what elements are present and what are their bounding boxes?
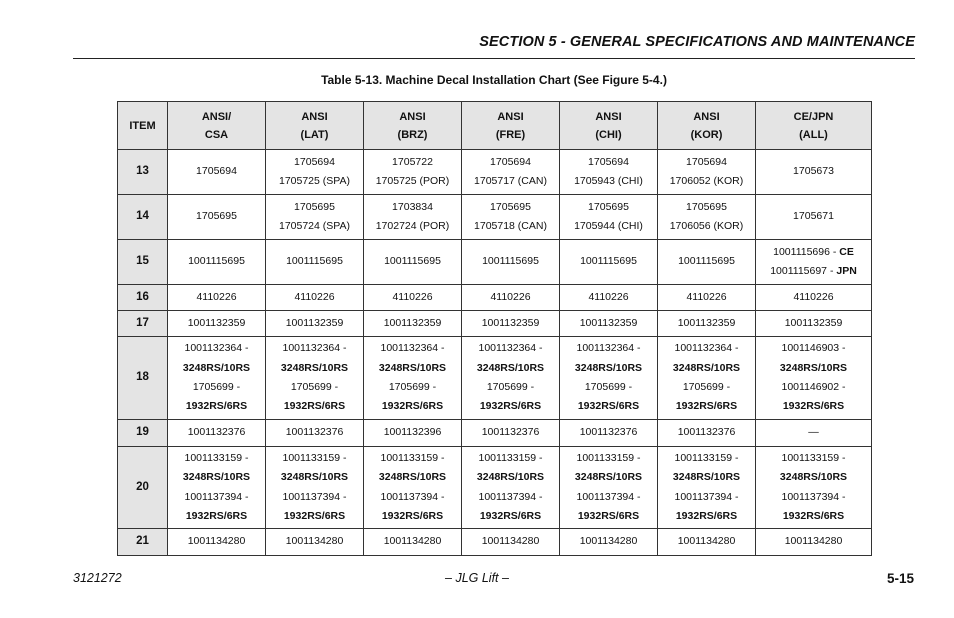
column-header-line: ANSI	[595, 110, 622, 123]
part-number-cell	[364, 420, 462, 447]
part-number: 1001132376	[481, 426, 540, 439]
part-number: 1001137394 -	[674, 490, 739, 503]
part-number-cell	[266, 240, 364, 285]
decal-code: 1932RS/6RS	[283, 400, 346, 413]
part-number: 1705944 (CHI)	[574, 220, 643, 232]
header-rule	[73, 58, 915, 59]
decal-code: 3248RS/10RS	[182, 361, 251, 374]
part-number: 1001146903 -	[781, 342, 846, 355]
part-number-cell	[168, 285, 266, 311]
part-number-cell	[168, 311, 266, 337]
part-number-cell	[560, 311, 658, 337]
part-number: 1001134280	[383, 535, 442, 548]
part-number: 1705718 (CAN)	[474, 220, 547, 232]
decal-code: 1932RS/6RS	[479, 400, 542, 413]
part-number: 1001133159 -	[282, 451, 347, 464]
column-header	[462, 102, 560, 150]
part-number-cell	[658, 447, 756, 529]
part-number-cell	[658, 285, 756, 311]
column-header-line: (FRE)	[495, 128, 526, 141]
part-number-cell	[658, 337, 756, 420]
section-title: SECTION 5 - GENERAL SPECIFICATIONS AND MAINTENANCE	[479, 34, 915, 50]
part-number: 1705694	[686, 155, 727, 168]
part-number: 1001133159 -	[184, 451, 249, 464]
part-number: 1001115695	[482, 255, 539, 268]
item-number: 16	[118, 285, 168, 311]
column-header-line: (CHI)	[595, 128, 622, 141]
part-number-cell	[266, 285, 364, 311]
part-number-cell	[266, 420, 364, 447]
part-number-cell	[364, 447, 462, 529]
item-number: 21	[118, 529, 168, 556]
part-number: 1705699 -	[486, 381, 535, 393]
part-number: 1001115695	[384, 255, 441, 268]
table-body	[118, 150, 872, 556]
part-number: 1001132359	[481, 316, 540, 329]
part-number-cell	[364, 150, 462, 195]
part-number: 1001137394 -	[282, 490, 347, 503]
decal-code: 1932RS/6RS	[782, 400, 845, 413]
decal-code: 1932RS/6RS	[381, 509, 444, 522]
item-number: 15	[118, 240, 168, 285]
part-number-cell	[560, 150, 658, 195]
part-number: 1001115695	[188, 255, 245, 268]
table-row	[118, 240, 872, 285]
part-number: 1001132364 -	[478, 342, 543, 355]
decal-code: 1932RS/6RS	[479, 509, 542, 522]
part-number: 1001137394 -	[781, 490, 846, 503]
part-number-cell	[462, 195, 560, 240]
column-header-line: ANSI	[301, 110, 328, 123]
part-number-cell	[266, 195, 364, 240]
part-number: 1706056 (KOR)	[669, 220, 744, 232]
part-number-cell	[364, 195, 462, 240]
part-number: 1001132396	[383, 426, 442, 439]
part-number-cell	[756, 285, 872, 311]
part-number: 4110226	[793, 290, 834, 303]
part-number-cell	[168, 150, 266, 195]
part-number: 1705671	[793, 210, 834, 223]
part-number: 1001133159 -	[781, 451, 846, 464]
part-number: 1001134280	[784, 535, 843, 548]
decal-code: 3248RS/10RS	[779, 471, 848, 484]
decal-code: 1932RS/6RS	[782, 509, 845, 522]
part-number-cell	[658, 420, 756, 447]
part-number: 1001132359	[784, 316, 843, 329]
part-number-cell	[462, 240, 560, 285]
part-number-cell	[462, 447, 560, 529]
part-number: 1001132364 -	[380, 342, 445, 355]
part-number-cell	[364, 311, 462, 337]
part-number: 1703834	[392, 200, 433, 213]
part-number: 1001132359	[579, 316, 638, 329]
part-number-cell	[658, 150, 756, 195]
part-number: 1705695	[196, 210, 237, 223]
part-number-cell	[364, 529, 462, 556]
decal-code: 3248RS/10RS	[779, 361, 848, 374]
part-number: 1001132364 -	[282, 342, 347, 355]
part-number: 1001115695	[286, 255, 343, 268]
part-number: 1705694	[588, 155, 629, 168]
part-number: 1001132359	[677, 316, 736, 329]
part-number: 1001132364 -	[184, 342, 249, 355]
decal-code: 3248RS/10RS	[476, 361, 545, 374]
part-number-cell	[462, 420, 560, 447]
decal-code: 1932RS/6RS	[675, 509, 738, 522]
part-number-cell	[560, 420, 658, 447]
decal-code: 3248RS/10RS	[378, 471, 447, 484]
item-number: 20	[118, 447, 168, 529]
part-number-cell	[266, 311, 364, 337]
decal-code: 3248RS/10RS	[574, 361, 643, 374]
part-number: 1001132376	[285, 426, 344, 439]
part-number-cell	[560, 195, 658, 240]
part-number-cell	[168, 337, 266, 420]
part-number: 1001132376	[579, 426, 638, 439]
part-number-cell	[560, 285, 658, 311]
part-number: 1702724 (POR)	[375, 220, 450, 232]
part-number-cell	[168, 420, 266, 447]
part-number: 1001132376	[187, 426, 246, 439]
part-number: 1705717 (CAN)	[474, 175, 547, 187]
column-header-line: (LAT)	[300, 128, 329, 141]
part-number-cell	[266, 337, 364, 420]
item-number: 19	[118, 420, 168, 447]
column-header	[364, 102, 462, 150]
column-header-line: ANSI/	[201, 110, 232, 123]
column-header-line: (ALL)	[799, 128, 828, 141]
part-number-cell	[756, 447, 872, 529]
part-number-cell	[168, 447, 266, 529]
decal-code: 3248RS/10RS	[280, 471, 349, 484]
part-number: 4110226	[294, 290, 335, 303]
part-number: —	[808, 426, 819, 439]
item-number: 14	[118, 195, 168, 240]
part-number: 1001134280	[481, 535, 540, 548]
decal-code: 1932RS/6RS	[381, 400, 444, 413]
decal-code: 3248RS/10RS	[672, 361, 741, 374]
part-number: 1001137394 -	[380, 490, 445, 503]
part-number: 4110226	[392, 290, 433, 303]
part-number: 1001137394 -	[184, 490, 249, 503]
part-number: 1705725 (POR)	[375, 175, 450, 187]
column-header	[266, 102, 364, 150]
item-number: 13	[118, 150, 168, 195]
table-row	[118, 337, 872, 420]
table-caption: Table 5-13. Machine Decal Installation Chart (See Figure 5-4.)	[321, 73, 667, 87]
part-number-cell	[560, 240, 658, 285]
part-number-cell	[266, 447, 364, 529]
part-number-cell	[658, 311, 756, 337]
part-number-cell	[658, 529, 756, 556]
column-header	[560, 102, 658, 150]
part-number-cell	[756, 150, 872, 195]
column-header-line: ANSI	[497, 110, 524, 123]
part-number-cell	[756, 337, 872, 420]
document-number: 3121272	[73, 571, 122, 585]
part-number: 1705699 -	[682, 381, 731, 393]
part-number: 1706052 (KOR)	[669, 175, 744, 187]
part-number: 1705725 (SPA)	[278, 175, 351, 187]
decal-code: 1932RS/6RS	[185, 400, 248, 413]
part-number: 1705694	[294, 155, 335, 168]
part-number: 1705699 -	[192, 381, 241, 393]
part-number-cell	[756, 420, 872, 447]
table-row	[118, 285, 872, 311]
decal-code: 1932RS/6RS	[577, 509, 640, 522]
part-number: 1705695	[588, 200, 629, 213]
part-number: 1001134280	[677, 535, 736, 548]
table-row	[118, 447, 872, 529]
table-row	[118, 420, 872, 447]
part-number: 1001132364 -	[576, 342, 641, 355]
part-number-with-region: 1001115696 - CE	[773, 245, 854, 258]
part-number: 1001134280	[285, 535, 344, 548]
part-number: 4110226	[588, 290, 629, 303]
part-number: 1705943 (CHI)	[574, 175, 643, 187]
decal-code: 1932RS/6RS	[283, 509, 346, 522]
part-number: 1705699 -	[290, 381, 339, 393]
part-number: 1001137394 -	[576, 490, 641, 503]
part-number: 4110226	[196, 290, 237, 303]
part-number: 1001132359	[383, 316, 442, 329]
part-number-cell	[462, 285, 560, 311]
part-number-cell	[756, 195, 872, 240]
column-header	[658, 102, 756, 150]
decal-code: 3248RS/10RS	[672, 471, 741, 484]
part-number-cell	[658, 240, 756, 285]
decal-code: 3248RS/10RS	[280, 361, 349, 374]
decal-code: 1932RS/6RS	[577, 400, 640, 413]
part-number-cell	[364, 285, 462, 311]
part-number: 1001132359	[187, 316, 246, 329]
column-header-line: (KOR)	[690, 128, 723, 141]
part-number: 1001133159 -	[478, 451, 543, 464]
part-number: 1705695	[686, 200, 727, 213]
column-header-line: CSA	[204, 128, 229, 141]
decal-code: 1932RS/6RS	[675, 400, 738, 413]
table-row	[118, 529, 872, 556]
part-number: 4110226	[686, 290, 727, 303]
part-number-cell	[364, 337, 462, 420]
part-number: 1001115695	[580, 255, 637, 268]
part-number: 4110226	[490, 290, 531, 303]
part-number-cell	[560, 337, 658, 420]
region-code: JPN	[836, 265, 857, 277]
part-number-cell	[462, 529, 560, 556]
part-number-cell	[462, 150, 560, 195]
part-number: 1001133159 -	[380, 451, 445, 464]
part-number: 1705724 (SPA)	[278, 220, 351, 232]
part-number-cell	[168, 195, 266, 240]
page-number: 5-15	[886, 571, 914, 586]
part-number: 1001132359	[285, 316, 344, 329]
item-number: 17	[118, 311, 168, 337]
part-number-cell	[168, 529, 266, 556]
decal-code: 1932RS/6RS	[185, 509, 248, 522]
decal-installation-table	[117, 101, 872, 556]
part-number-cell	[168, 240, 266, 285]
part-number: 1705695	[294, 200, 335, 213]
column-header-line: ANSI	[399, 110, 426, 123]
item-number: 18	[118, 337, 168, 420]
part-number-cell	[364, 240, 462, 285]
part-number: 1001134280	[187, 535, 246, 548]
part-number: 1001115695	[678, 255, 735, 268]
part-number-cell	[560, 529, 658, 556]
decal-code: 3248RS/10RS	[476, 471, 545, 484]
column-header	[168, 102, 266, 150]
footer-brand: – JLG Lift –	[445, 571, 509, 585]
decal-code: 3248RS/10RS	[574, 471, 643, 484]
part-number: 1001146902 -	[781, 381, 846, 393]
part-number: 1001132376	[677, 426, 736, 439]
part-number: 1705673	[793, 165, 834, 178]
part-number-cell	[266, 529, 364, 556]
region-code: CE	[839, 245, 854, 258]
table-row	[118, 150, 872, 195]
part-number: 1705722	[392, 155, 433, 168]
part-number: 1705699 -	[584, 381, 633, 393]
part-number: 1001132364 -	[674, 342, 739, 355]
column-header	[118, 102, 168, 150]
column-header-line: ITEM	[129, 119, 156, 132]
part-number-cell	[756, 311, 872, 337]
part-number-cell	[658, 195, 756, 240]
part-number-with-region: 1001115697 - JPN	[770, 265, 857, 277]
decal-code: 3248RS/10RS	[378, 361, 447, 374]
part-number: 1001137394 -	[478, 490, 543, 503]
part-number: 1001133159 -	[576, 451, 641, 464]
table-header-row	[118, 102, 872, 150]
decal-code: 3248RS/10RS	[182, 471, 251, 484]
column-header	[756, 102, 872, 150]
column-header-line: ANSI	[693, 110, 720, 123]
column-header-line: (BRZ)	[397, 128, 428, 141]
part-number-cell	[756, 240, 872, 285]
part-number-cell	[560, 447, 658, 529]
part-number: 1705699 -	[388, 381, 437, 393]
table-row	[118, 311, 872, 337]
part-number: 1705694	[196, 165, 237, 178]
table-row	[118, 195, 872, 240]
column-header-line: CE/JPN	[793, 110, 834, 123]
part-number-cell	[266, 150, 364, 195]
part-number: 1001133159 -	[674, 451, 739, 464]
part-number-cell	[462, 311, 560, 337]
part-number: 1705695	[490, 200, 531, 213]
part-number-cell	[756, 529, 872, 556]
part-number: 1705694	[490, 155, 531, 168]
part-number: 1001134280	[579, 535, 638, 548]
part-number-cell	[462, 337, 560, 420]
